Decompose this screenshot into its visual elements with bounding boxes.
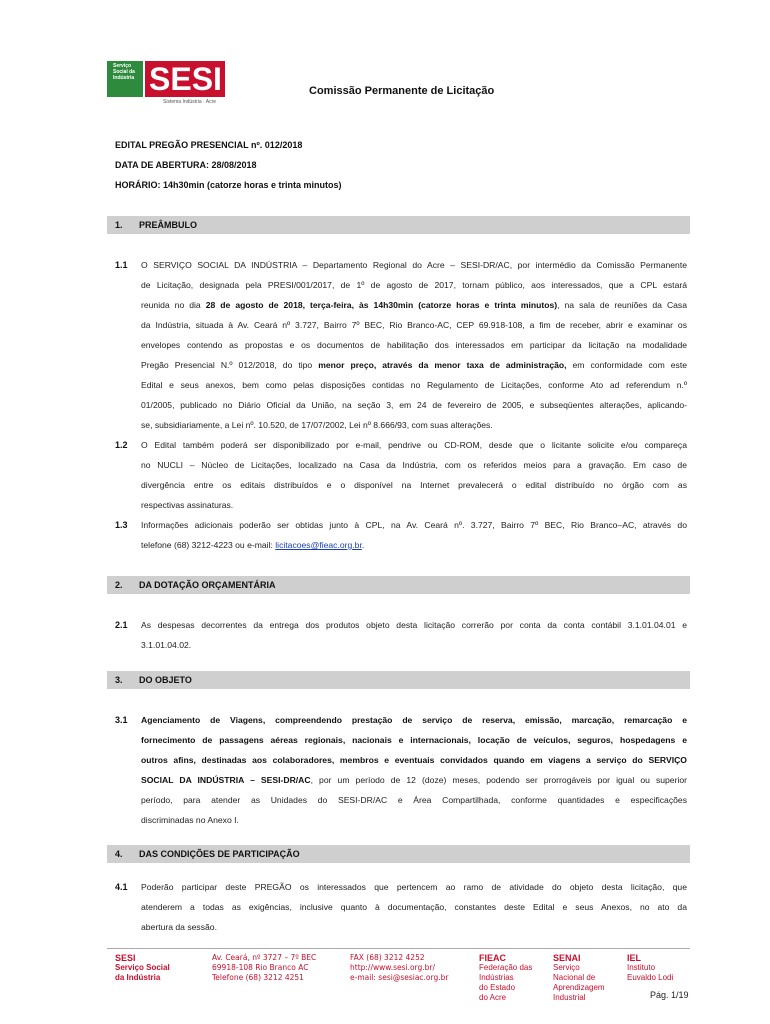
opening-time: HORÁRIO: 14h30min (catorze horas e trinta minutos) xyxy=(115,180,342,190)
footer-iel: IEL Instituto Euvaldo Lodi xyxy=(627,953,674,982)
page-number: Pág. 1/19 xyxy=(650,990,689,1000)
text-line: de Licitação, designada pela PRESI/001/2017, de 1º de agosto de 2017, tornam público, aos interessados, que a CPL estará xyxy=(141,280,687,290)
footer-sesi: SESI Serviço Social da Indústria xyxy=(115,953,170,982)
text-line: Edital e seus anexos, bem como pelas disposições contidas no Regulamento de Licitações, conforme Ato ad referendum n.º xyxy=(141,380,687,390)
bold-type-text: menor preço, através da menor taxa de administração, xyxy=(318,360,567,370)
logo-small-text: Serviço Social da Indústria xyxy=(113,63,135,81)
text-line: respectivas assinaturas. xyxy=(141,500,234,510)
section-header-4 xyxy=(107,845,690,863)
text-line: outros afins, destinadas aos colaboradores, membros e eventuais convidados quando em viagens a serviço do SERVIÇO xyxy=(141,755,687,765)
section-title: DAS CONDIÇÕES DE PARTICIPAÇÃO xyxy=(139,849,300,859)
footer-senai: SENAI Serviço Nacional de Aprendizagem Industrial xyxy=(553,953,605,1002)
section-number: 2. xyxy=(115,580,123,590)
text-line: Pregão Presencial N.º 012/2018, do tipo menor preço, através da menor taxa de administração, em conformidade com este xyxy=(141,360,687,370)
footer-fieac: FIEAC Federação das Indústrias do Estado do Acre xyxy=(479,953,533,1002)
text-line: no NUCLI – Núcleo de Licitações, localizado na Casa da Indústria, com os referidos meios para a gravação. Em caso de xyxy=(141,460,687,470)
footer-address: Av. Ceará, nº 3727 – 7º BEC 69918-108 Rio Branco AC Telefone (68) 3212 4251 xyxy=(212,953,317,982)
section-title: DO OBJETO xyxy=(139,675,192,685)
bold-date-text: 28 de agosto de 2018, terça-feira, às 14h30min (catorze horas e trinta minutos) xyxy=(205,300,558,310)
section-number: 1. xyxy=(115,220,123,230)
text-line: As despesas decorrentes da entrega dos produtos objeto desta licitação correrão por conta da conta contábil 3.1.01.04.01 e xyxy=(141,620,687,630)
text-line: se, subsidiariamente, a Lei nº. 10.520, de 17/07/2002, Lei nº 8.666/93, com suas alterações. xyxy=(141,420,493,430)
opening-date: DATA DE ABERTURA: 28/08/2018 xyxy=(115,160,257,170)
paragraph-number: 1.1 xyxy=(115,260,128,270)
text-line: SOCIAL DA INDÚSTRIA – SESI-DR/AC, por um período de 12 (doze) meses, podendo ser prorrogáveis por igual ou superior xyxy=(141,775,687,785)
text-line: O Edital também poderá ser disponibilizado por e-mail, pendrive ou CD-ROM, desde que o licitante solicite e/ou compareça xyxy=(141,440,687,450)
section-header-3 xyxy=(107,671,690,689)
text-line: 01/2005, publicado no Diário Oficial da União, na seção 3, em 24 de fevereiro de 2005, e subseqüentes alterações, aplicando- xyxy=(141,400,687,410)
sesi-logo xyxy=(107,58,227,108)
text-line: O SERVIÇO SOCIAL DA INDÚSTRIA – Departamento Regional do Acre – SESI-DR/AC, por intermédio da Comissão Permanente xyxy=(141,260,687,270)
text-line: discriminadas no Anexo I. xyxy=(141,815,239,825)
logo-green-square xyxy=(107,61,143,97)
text-line: abertura da sessão. xyxy=(141,922,217,932)
text-line: reunida no dia 28 de agosto de 2018, terça-feira, às 14h30min (catorze horas e trinta minutos), na sala de reuniões da Casa xyxy=(141,300,687,310)
paragraph-number: 4.1 xyxy=(115,882,128,892)
section-header-1 xyxy=(107,216,690,234)
section-number: 3. xyxy=(115,675,123,685)
text-line: período, para atender as Unidades do SESI-DR/AC e Área Compartilhada, conforme quantidades e especificações xyxy=(141,795,687,805)
text-line: Agenciamento de Viagens, compreendendo prestação de serviço de reserva, emissão, marcação, remarcação e xyxy=(141,715,687,725)
logo-name: SESI xyxy=(149,61,222,97)
text-line: divergência entre os editais distribuídos e o disponível na Internet prevalecerá o edital distribuído no órgão com as xyxy=(141,480,687,490)
text-line: Poderão participar deste PREGÃO os interessados que pertencem ao ramo de atividade do objeto desta licitação, que xyxy=(141,882,687,892)
paragraph-number: 3.1 xyxy=(115,715,128,725)
text-line: 3.1.01.04.02. xyxy=(141,640,192,650)
paragraph-number: 1.2 xyxy=(115,440,128,450)
text-line: Informações adicionais poderão ser obtidas junto à CPL, na Av. Ceará nº. 3.727, Bairro 7º BEC, Rio Branco–AC, através do xyxy=(141,520,687,530)
text-line: envelopes contendo as propostas e os documentos de habilitação dos interessados em participar da licitação na modalidade xyxy=(141,340,687,350)
section-number: 4. xyxy=(115,849,123,859)
email-link[interactable]: licitacoes@fieac.org.br xyxy=(275,540,362,550)
logo-subtitle: Sistema Indústria · Acre xyxy=(163,99,217,105)
text-line: da Indústria, situada à Av. Ceará nº 3.727, Bairro 7º BEC, Rio Branco-AC, CEP 69.918-108, a fim de receber, abrir e examinar os xyxy=(141,320,687,330)
text-line: fornecimento de passagens aéreas regionais, nacionais e internacionais, locação de veículos, seguros, hospedagens e xyxy=(141,735,687,745)
section-header-2 xyxy=(107,576,690,594)
footer-divider xyxy=(107,948,690,949)
text-line: atenderem a todas as exigências, inclusive quanto à documentação, constantes deste Edital e seus Anexos, no ato da xyxy=(141,902,687,912)
page-title: Comissão Permanente de Licitação xyxy=(309,85,495,97)
paragraph-number: 1.3 xyxy=(115,520,128,530)
text-line: telefone (68) 3212-4223 ou e-mail: licitacoes@fieac.org.br. xyxy=(141,540,365,550)
section-title: PREÂMBULO xyxy=(139,220,197,230)
footer-contact: FAX (68) 3212 4252 http://www.sesi.org.br/ e-mail: sesi@sesiac.org.br xyxy=(350,953,449,982)
section-title: DA DOTAÇÃO ORÇAMENTÁRIA xyxy=(139,580,276,590)
paragraph-number: 2.1 xyxy=(115,620,128,630)
edital-number: EDITAL PREGÃO PRESENCIAL nº. 012/2018 xyxy=(115,140,303,150)
